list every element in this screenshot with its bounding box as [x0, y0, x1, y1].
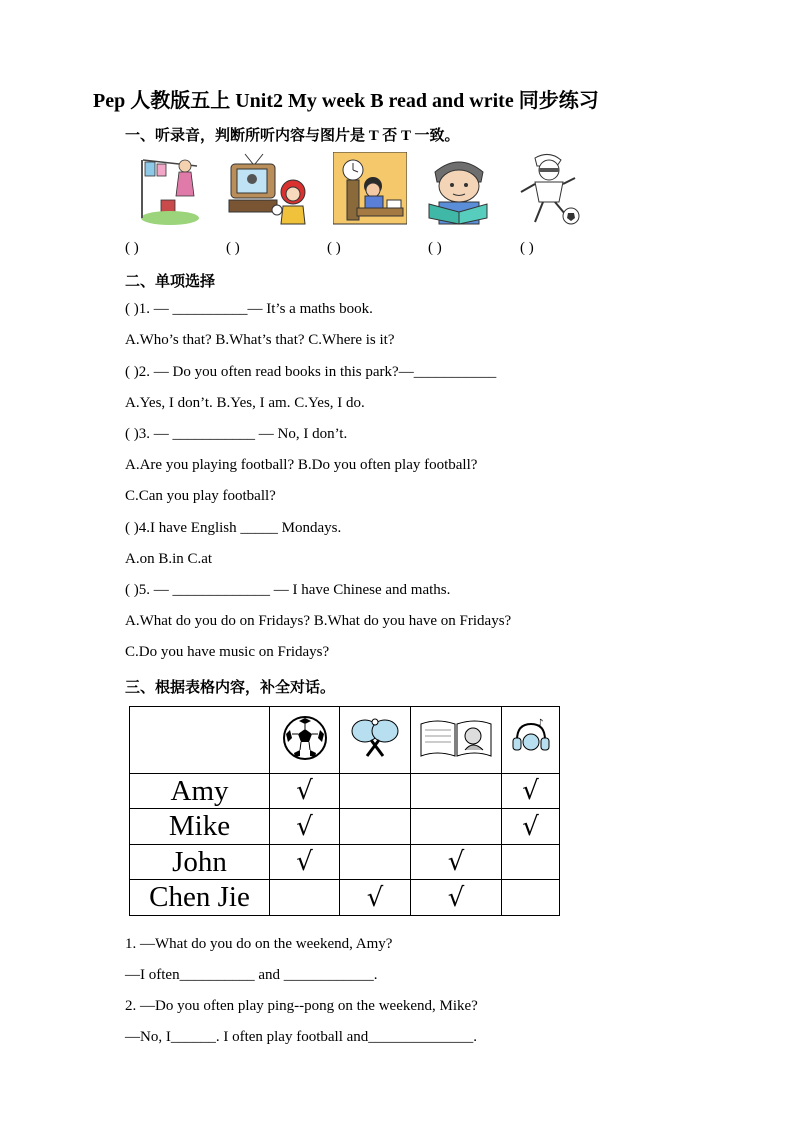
answer-blank-2[interactable]: ( )	[226, 240, 240, 256]
washing-clothes-icon	[139, 152, 201, 226]
table-header-soccer	[270, 707, 340, 774]
dialogue-2-answer: —No, I______. I often play football and______________.	[125, 1029, 478, 1045]
cell-john-football: √	[270, 845, 340, 880]
table-header-book	[411, 707, 502, 774]
cell-chenjie-football	[270, 880, 340, 916]
cell-mike-music: √	[502, 809, 560, 845]
cell-john-reading: √	[411, 845, 502, 880]
table-header-empty	[130, 707, 270, 774]
cell-john-pingpong	[340, 845, 411, 880]
answer-blank-1[interactable]: ( )	[125, 240, 139, 256]
row-name-john: John	[130, 845, 270, 880]
activity-table	[129, 706, 560, 916]
question-2-options: A.Yes, I don’t. B.Yes, I am. C.Yes, I do.	[125, 395, 365, 411]
dialogue-1-answer: —I often__________ and ____________.	[125, 967, 378, 983]
watching-tv-icon	[225, 152, 315, 226]
music-icon	[509, 716, 553, 760]
row-name-amy: Amy	[130, 774, 270, 809]
ping-pong-icon	[349, 716, 401, 760]
doing-homework-icon	[333, 152, 407, 226]
question-5-options-b: C.Do you have music on Fridays?	[125, 644, 330, 660]
answer-blank-4[interactable]: ( )	[428, 240, 442, 256]
cell-chenjie-pingpong: √	[340, 880, 411, 916]
cell-chenjie-reading: √	[411, 880, 502, 916]
question-3: ( )3. — ___________ — No, I don’t.	[125, 426, 348, 442]
dialogue-2-question: 2. —Do you often play ping--pong on the weekend, Mike?	[125, 998, 478, 1014]
cell-amy-reading	[411, 774, 502, 809]
question-5-options-a: A.What do you do on Fridays? B.What do you have on Fridays?	[125, 613, 512, 629]
section2-heading: 二、单项选择	[125, 274, 216, 290]
cell-amy-music: √	[502, 774, 560, 809]
cell-chenjie-music	[502, 880, 560, 916]
soccer-ball-icon	[281, 714, 329, 762]
row-name-chen-jie: Chen Jie	[130, 880, 270, 916]
cell-mike-football: √	[270, 809, 340, 845]
answer-blank-5[interactable]: ( )	[520, 240, 534, 256]
cell-mike-reading	[411, 809, 502, 845]
section3-heading: 三、根据表格内容，补全对话。	[125, 680, 336, 696]
table-header-music	[502, 707, 560, 774]
cell-amy-football: √	[270, 774, 340, 809]
row-name-mike: Mike	[130, 809, 270, 845]
svg-text:♪: ♪	[536, 717, 543, 729]
section1-heading: 一、听录音，判断所听内容与图片是 T 否 T 一致。	[125, 128, 460, 144]
question-1-options: A.Who’s that? B.What’s that? C.Where is it?	[125, 332, 395, 348]
cell-amy-pingpong	[340, 774, 411, 809]
cell-john-music	[502, 845, 560, 880]
question-2: ( )2. — Do you often read books in this park?—___________	[125, 364, 497, 380]
answer-blank-3[interactable]: ( )	[327, 240, 341, 256]
question-3-options-a: A.Are you playing football? B.Do you often play football?	[125, 457, 478, 473]
open-book-icon	[417, 716, 495, 760]
question-4: ( )4.I have English _____ Mondays.	[125, 520, 342, 536]
table-header-pingpong	[340, 707, 411, 774]
question-1: ( )1. — __________— It’s a maths book.	[125, 301, 373, 317]
playing-football-icon	[513, 152, 583, 226]
cell-mike-pingpong	[340, 809, 411, 845]
reading-book-icon	[425, 152, 493, 226]
page-title: Pep 人教版五上 Unit2 My week B read and write 同步练习	[93, 90, 599, 112]
dialogue-1-question: 1. —What do you do on the weekend, Amy?	[125, 936, 393, 952]
question-4-options: A.on B.in C.at	[125, 551, 213, 567]
question-3-options-b: C.Can you play football?	[125, 488, 276, 504]
question-5: ( )5. — _____________ — I have Chinese and maths.	[125, 582, 451, 598]
